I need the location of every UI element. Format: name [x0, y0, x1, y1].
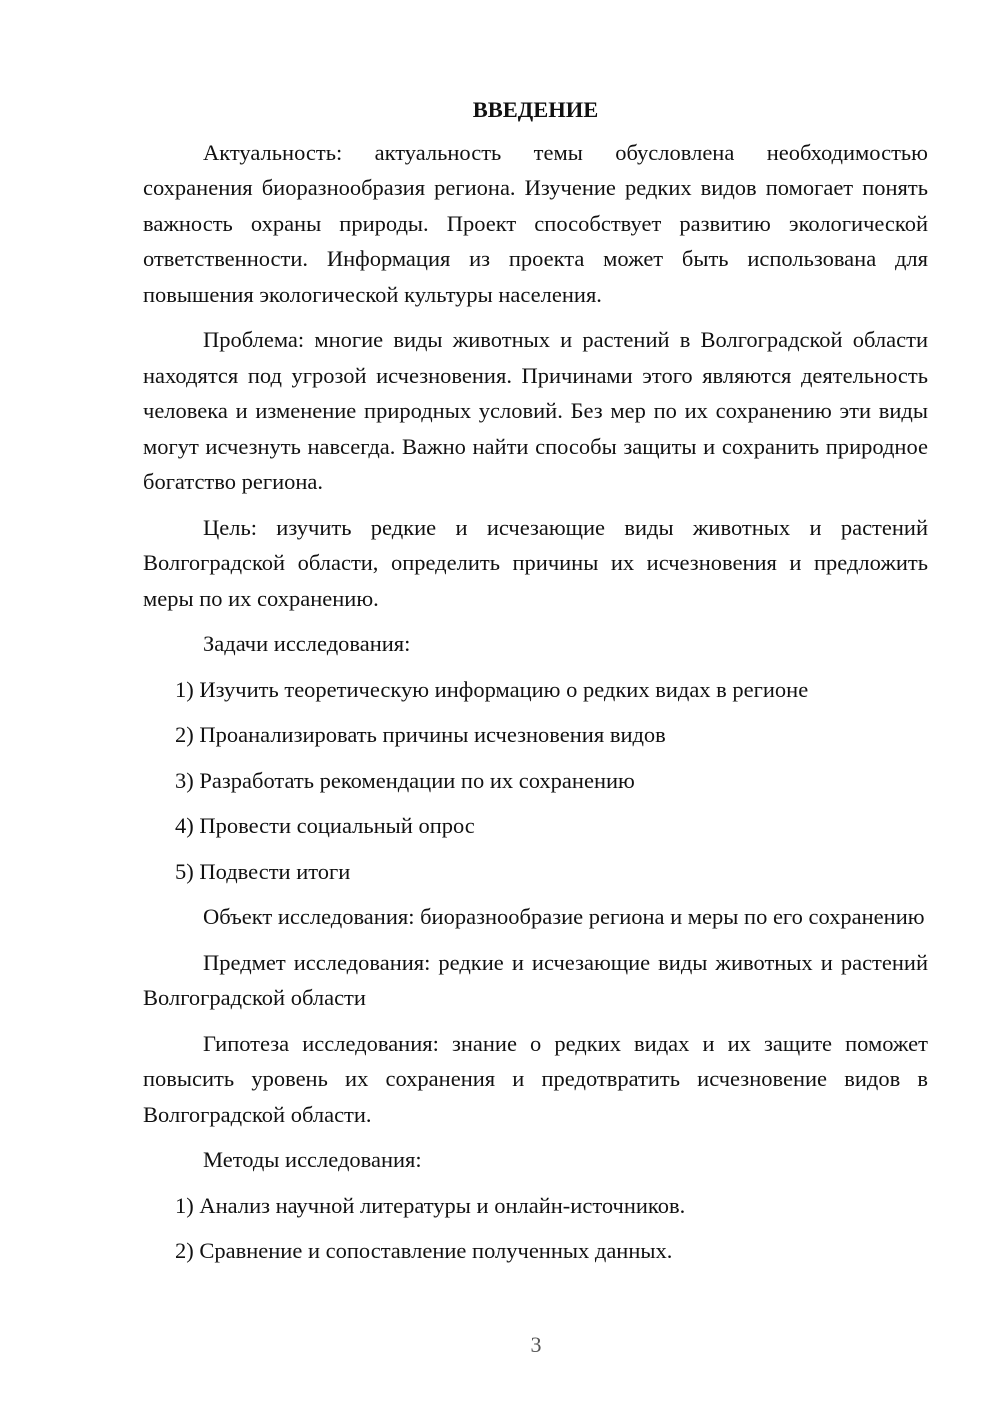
- list-item: 1) Анализ научной литературы и онлайн-источников.: [175, 1192, 686, 1218]
- section-title: ВВЕДЕНИЕ: [472, 97, 599, 122]
- tasks-heading: Задачи исследования:: [203, 631, 411, 656]
- paragraph-relevance: Актуальность: актуальность темы обусловлена необходимостью сохранения биоразнообразия региона. Изучение редких видов помогает понять важность охраны природы. Проект способствует развитию экологической ответственности. Информация из проекта может быть использована для повышения экологической культуры населения.: [143, 139, 928, 307]
- tasks-list: [143, 672, 928, 890]
- list-item: 2) Сравнение и сопоставление полученных данных.: [175, 1238, 673, 1263]
- list-item: 2) Проанализировать причины исчезновения видов: [175, 722, 666, 747]
- paragraph-problem: Проблема: многие виды животных и растений в Волгоградской области находятся под угрозой исчезновения. Причинами этого являются деятельность человека и изменение природных условий. Без мер по их сохранению эти виды могут исчезнуть навсегда. Важно найти способы защиты и сохранить природное богатство региона.: [143, 327, 928, 494]
- list-item: 1) Изучить теоретическую информацию о редких видах в регионе: [175, 676, 809, 702]
- list-item: 5) Подвести итоги: [175, 858, 351, 884]
- methods-list: [143, 1188, 928, 1269]
- paragraph-hypothesis: Гипотеза исследования: знание о редких видах и их защите поможет повысить уровень их сохранения и предотвратить исчезновение видов в Волгоградской области.: [143, 1030, 928, 1127]
- page-content: [143, 92, 928, 1279]
- paragraph-object: Объект исследования: биоразнообразие региона и меры по его сохранению: [203, 904, 925, 929]
- list-item: 3) Разработать рекомендации по их сохранению: [175, 767, 635, 793]
- list-item: 4) Провести социальный опрос: [175, 813, 475, 838]
- paragraph-goal: Цель: изучить редкие и исчезающие виды животных и растений Волгоградской области, определить причины их исчезновения и предложить меры по их сохранению.: [143, 514, 928, 611]
- paragraph-subject: Предмет исследования: редкие и исчезающие виды животных и растений Волгоградской области: [143, 949, 928, 1010]
- page-number: 3: [530, 1332, 542, 1357]
- methods-heading: Методы исследования:: [203, 1147, 422, 1172]
